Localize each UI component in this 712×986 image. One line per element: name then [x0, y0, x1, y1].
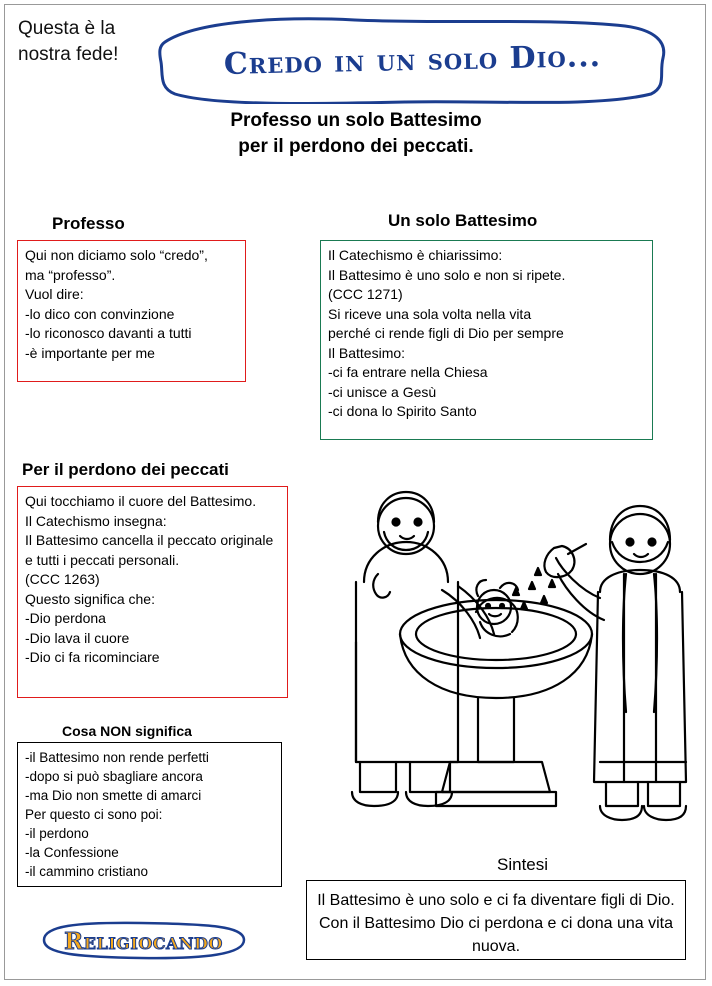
cosa-non-significa-line-2: -dopo si può sbagliare ancora	[25, 769, 203, 784]
section-title-sintesi: Sintesi	[497, 855, 549, 874]
subtitle-line-2: per il perdono dei peccati.	[238, 136, 474, 157]
logo-text: Religiocando	[64, 927, 223, 955]
per-il-perdono-line-8: -Dio lava il cuore	[25, 629, 130, 646]
un-solo-battesimo-line-1: Il Catechismo è chiarissimo:	[328, 247, 503, 263]
per-il-perdono-line-4: e tutti i peccati personali.	[25, 551, 180, 568]
cosa-non-significa-line-6: -la Confessione	[25, 845, 119, 860]
un-solo-battesimo-line-5: perché ci rende figli di Dio per sempre	[328, 325, 564, 341]
per-il-perdono-line-5: (CCC 1263)	[25, 571, 100, 587]
professo-line-6: -è importante per me	[25, 344, 155, 361]
per-il-perdono-line-6: Questo significa che:	[25, 590, 155, 607]
header-note: Questa è la nostra fede!	[18, 18, 119, 65]
subtitle-line-1: Professo un solo Battesimo	[230, 110, 482, 131]
professo-line-3: Vuol dire:	[25, 286, 84, 302]
section-title-un-solo-battesimo: Un solo Battesimo	[388, 211, 538, 230]
un-solo-battesimo-line-2: Il Battesimo è uno solo e non si ripete.	[328, 266, 566, 283]
cosa-non-significa-line-4: Per questo ci sono poi:	[25, 807, 163, 822]
professo-line-5: -lo riconosco davanti a tutti	[25, 325, 192, 341]
box-un-solo-battesimo	[320, 240, 653, 440]
box-sintesi: Il Battesimo è uno solo e ci fa diventare figli di Dio. Con il Battesimo Dio ci perdona e ci dona una vita nuova.	[306, 880, 686, 960]
banner-title-text: Credo in un solo Dio...	[223, 38, 602, 82]
un-solo-battesimo-line-7: -ci fa entrare nella Chiesa	[328, 364, 488, 380]
section-title-per-il-perdono: Per il perdono dei peccati	[22, 460, 229, 479]
un-solo-battesimo-line-8: -ci unisce a Gesù	[328, 383, 437, 400]
religiocando-logo	[36, 920, 251, 962]
page-subtitle	[0, 108, 712, 160]
baptism-scene-icon	[300, 462, 692, 852]
professo-line-1: Qui non diciamo solo “credo”,	[25, 247, 208, 263]
per-il-perdono-line-3: Il Battesimo cancella il peccato originale	[25, 532, 274, 548]
box-professo	[17, 240, 246, 382]
cosa-non-significa-line-1: -il Battesimo non rende perfetti	[25, 750, 209, 765]
cosa-non-significa-line-5: -il perdono	[25, 826, 89, 841]
per-il-perdono-line-7: -Dio perdona	[25, 610, 106, 626]
professo-line-4: -lo dico con convinzione	[25, 305, 175, 322]
per-il-perdono-line-2: Il Catechismo insegna:	[25, 512, 167, 529]
un-solo-battesimo-line-4: Si riceve una sola volta nella vita	[328, 305, 532, 322]
cosa-non-significa-line-7: -il cammino cristiano	[25, 864, 149, 879]
cosa-non-significa-line-3: -ma Dio non smette di amarci	[25, 788, 202, 803]
un-solo-battesimo-line-9: -ci dona lo Spirito Santo	[328, 403, 477, 419]
baptism-illustration	[300, 462, 692, 852]
title-banner	[155, 16, 670, 104]
per-il-perdono-line-9: -Dio ci fa ricominciare	[25, 649, 160, 665]
section-title-professo: Professo	[52, 214, 125, 233]
section-title-cosa-non-significa: Cosa NON significa	[62, 723, 192, 739]
per-il-perdono-line-1: Qui tocchiamo il cuore del Battesimo.	[25, 493, 257, 509]
professo-line-2: ma “professo”.	[25, 266, 116, 283]
un-solo-battesimo-line-3: (CCC 1271)	[328, 286, 403, 302]
un-solo-battesimo-line-6: Il Battesimo:	[328, 344, 406, 361]
box-cosa-non-significa	[17, 742, 282, 887]
box-per-il-perdono	[17, 486, 288, 698]
